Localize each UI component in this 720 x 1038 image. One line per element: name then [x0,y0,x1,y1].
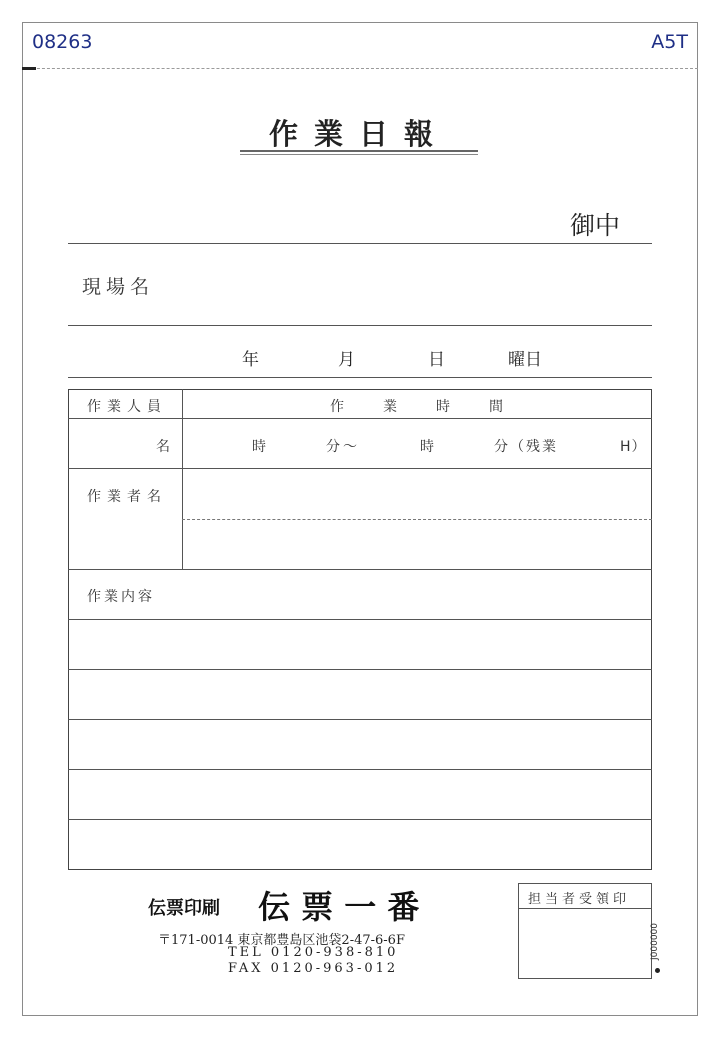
title-underline-secondary [240,154,478,155]
brand-logo-text: 伝 票 一 番 [258,888,420,926]
table-row-divider [68,769,652,770]
time-header-char: 作 [330,399,350,415]
serial-dot [655,968,660,973]
form-size-code: A5T [651,31,688,53]
page-title: 作業日報 [268,117,449,151]
perforation-line [22,68,698,69]
date-day-label: 日 [428,350,445,370]
recipient-line [68,243,652,244]
table-row-divider [68,569,652,570]
site-name-label: 現場名 [82,276,155,298]
title-underline [240,150,478,152]
table-row-divider [68,468,652,469]
table-row-divider [68,819,652,820]
date-year-label: 年 [242,350,259,370]
table-row-divider [68,719,652,720]
site-name-line [68,325,652,326]
table-row-divider [68,418,652,419]
start-minute-label: 分～ [326,439,360,455]
date-month-label: 月 [338,350,355,370]
end-minute-overtime-label: 分（残業 [494,439,558,455]
overtime-unit-label: H） [620,439,647,455]
form-code: 08263 [32,31,93,53]
perforation-marker [22,67,36,70]
recipient-suffix: 御中 [570,211,621,240]
table-row-divider [68,669,652,670]
company-fax: FAX 0120-963-012 [228,961,399,976]
worker-count-header: 作業人員 [87,399,167,415]
start-hour-label: 時 [252,439,272,455]
date-line [68,377,652,378]
company-tel: TEL 0120-938-810 [228,945,399,960]
workers-dashed-divider [182,519,652,520]
stamp-header-divider [518,908,652,909]
end-hour-label: 時 [420,439,440,455]
worker-names-label: 作業者名 [87,489,167,505]
side-serial-code: J000000 [650,922,660,960]
stamp-label: 担当者受領印 [528,892,631,907]
worker-count-unit: 名 [156,439,176,455]
brand-small: 伝票印刷 [148,898,220,919]
table-row-divider [68,619,652,620]
time-header-char: 業 [383,399,403,415]
work-content-label: 作業内容 [87,589,155,605]
table-column-divider [182,389,183,569]
time-header-char: 時 [436,399,456,415]
work-table [68,389,652,870]
time-header-char: 間 [489,399,509,415]
date-weekday-label: 曜日 [508,350,542,370]
company-address: 〒171-0014 東京都豊島区池袋2-47-6-6F [158,933,405,948]
